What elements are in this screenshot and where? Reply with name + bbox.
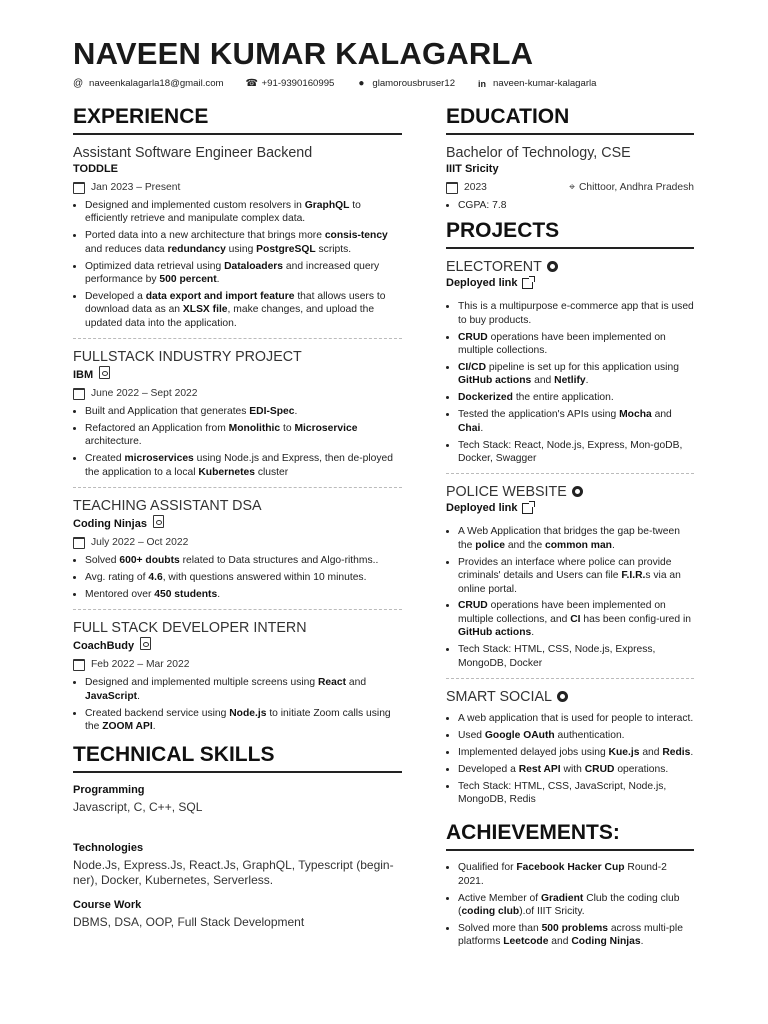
school: IIIT Sricity: [446, 163, 499, 175]
project-title: POLICE WEBSITE: [446, 483, 694, 501]
contact-text: naveenkalagarla18@gmail.com: [89, 78, 224, 89]
job-bullets: [73, 405, 402, 479]
skill-value: DBMS, DSA, OOP, Full Stack Development: [73, 914, 305, 929]
job-date: [73, 386, 402, 401]
date-text: July 2022 – Oct 2022: [91, 537, 189, 549]
project-entry: [446, 258, 694, 474]
bullet-item: • Designed and implemented multiple screens using React and JavaScript.: [85, 676, 402, 703]
calendar-icon: [73, 388, 85, 400]
github-icon: ●: [358, 78, 365, 89]
project-bullets: [446, 712, 694, 806]
divider: [446, 678, 694, 679]
calendar-icon: [73, 182, 85, 194]
contact-text: +91-9390160995: [261, 78, 335, 89]
job-title: FULLSTACK INDUSTRY PROJECT: [73, 349, 302, 366]
bullet-item: • Developed a Rest API with CRUD operations.: [458, 763, 694, 776]
experience-entry: [73, 619, 402, 733]
achievements-heading: ACHIEVEMENTS:: [446, 820, 694, 851]
education-year: 2023: [464, 182, 487, 193]
project-bullets: [446, 525, 694, 670]
bullet-item: • Mentored over 450 students.: [85, 588, 402, 601]
right-column: [446, 104, 694, 952]
bullet-item: • Optimized data retrieval using Dataloaders and increased query performance by 500 percent.: [85, 260, 402, 287]
skill-heading: Course Work: [73, 898, 142, 911]
divider: [73, 609, 402, 610]
education-bullets: [446, 199, 694, 212]
bullet-item: • CRUD operations have been implemented on multiple collections, and CI has been config-ured in GitHub actions.: [458, 599, 694, 639]
divider: [73, 487, 402, 488]
skills-heading: TECHNICAL SKILLS: [73, 742, 402, 773]
contact-text: glamorousbruser12: [372, 78, 456, 89]
bullet-item: • Created backend service using Node.js to initiate Zoom calls using the ZOOM API.: [85, 707, 402, 734]
github-icon[interactable]: [572, 486, 583, 497]
bullet-item: • Ported data into a new architecture that brings more consis-tency and reduces data redundancy using PostgreSQL scripts.: [85, 229, 402, 256]
deployed-link[interactable]: [446, 276, 694, 291]
at-icon: @: [73, 78, 84, 89]
deployed-link-label: Deployed link: [446, 502, 518, 515]
job-date: [73, 535, 402, 550]
education-section: [446, 104, 694, 212]
project-entry: [446, 483, 694, 679]
bullet-item: • Created microservices using Node.js and Express, then de-ployed the application to a local Kubernetes cluster: [85, 452, 402, 479]
project-entry: [446, 688, 694, 806]
experience-entry: [73, 348, 402, 488]
skill-value: Javascript, C, C++, SQL: [73, 799, 203, 814]
skill-heading: Programming: [73, 783, 145, 796]
bullet-item: • Tested the application's APIs using Mocha and Chai.: [458, 408, 694, 435]
bullet-item: • Active Member of Gradient Club the coding club (coding club).of IIIT Sricity.: [458, 892, 694, 919]
experience-list: [73, 144, 402, 734]
external-link-icon: [522, 278, 533, 289]
project-bullets: [446, 300, 694, 465]
skills-list: [73, 783, 402, 930]
projects-section: [446, 218, 694, 806]
job-bullets: [73, 199, 402, 330]
education-location: Chittoor, Andhra Pradesh: [578, 182, 694, 193]
job-title: TEACHING ASSISTANT DSA: [73, 498, 262, 515]
projects-heading: PROJECTS: [446, 218, 694, 249]
deployed-link[interactable]: [446, 501, 694, 516]
company-name: TODDLE: [73, 163, 119, 175]
calendar-icon: [73, 659, 85, 671]
job-bullets: [73, 554, 402, 601]
date-wrap: [73, 535, 188, 550]
calendar-icon: [73, 537, 85, 549]
education-meta: [446, 180, 694, 195]
pdf-icon[interactable]: [153, 515, 164, 528]
bullet-item: • Solved 600+ doubts related to Data structures and Algo-rithms..: [85, 554, 402, 567]
achievements-section: [446, 820, 694, 948]
company-name: CoachBudy: [73, 637, 402, 654]
bullet-item: • Implemented delayed jobs using Kue.js and Redis.: [458, 746, 694, 759]
divider: [446, 473, 694, 474]
job-date: [73, 657, 402, 672]
date-text: Feb 2022 – Mar 2022: [91, 659, 190, 671]
bullet-item: • Dockerized the entire application.: [458, 391, 694, 404]
bullet-item: • CGPA: 7.8: [458, 199, 694, 212]
external-link-icon: [522, 503, 533, 514]
deployed-link-label: Deployed link: [446, 277, 518, 290]
experience-heading: EXPERIENCE: [73, 104, 402, 135]
achievements-bullets: [446, 861, 694, 948]
pdf-icon[interactable]: [140, 637, 151, 650]
education-heading: EDUCATION: [446, 104, 694, 135]
candidate-name: NAVEEN KUMAR KALAGARLA: [73, 36, 534, 71]
bullet-item: • A web application that is used for people to interact.: [458, 712, 694, 725]
degree: Bachelor of Technology, CSE: [446, 145, 631, 161]
date-wrap: [73, 180, 180, 195]
projects-list: [446, 258, 694, 806]
date-wrap: [73, 386, 198, 401]
job-date: [73, 180, 402, 195]
experience-section: [73, 104, 402, 734]
pdf-icon[interactable]: [99, 366, 110, 379]
skills-section: [73, 742, 402, 930]
phone-icon: ☎: [245, 78, 259, 89]
date-wrap: [73, 657, 189, 672]
project-title: ELECTORENT: [446, 258, 694, 276]
linkedin-icon: in: [478, 78, 487, 89]
left-column: [73, 104, 402, 930]
contact-text: naveen-kumar-kalagarla: [493, 78, 597, 89]
location-pin-icon: ⌖: [569, 182, 575, 193]
bullet-item: • A Web Application that bridges the gap be-tween the police and the common man.: [458, 525, 694, 552]
project-title: SMART SOCIAL: [446, 688, 694, 706]
bullet-item: • Qualified for Facebook Hacker Cup Round-2 2021.: [458, 861, 694, 888]
bullet-item: • Built and Application that generates EDI-Spec.: [85, 405, 402, 418]
bullet-item: • Provides an interface where police can provide criminals' details and Users can file F.I.R.s via an online portal.: [458, 556, 694, 596]
job-bullets: [73, 676, 402, 733]
skill-value: Node.Js, Express.Js, React.Js, GraphQL, Typescript (begin-ner), Docker, Kubernetes, Serverless.: [73, 857, 394, 887]
calendar-icon: [446, 182, 458, 194]
company-name: IBM: [73, 366, 402, 383]
bullet-item: • Solved more than 500 problems across multi-ple platforms Leetcode and Coding Ninjas.: [458, 922, 694, 949]
bullet-item: • Refactored an Application from Monolithic to Microservice architecture.: [85, 422, 402, 449]
contact-bar: [73, 78, 597, 89]
contact-item[interactable]: [73, 78, 224, 89]
date-text: June 2022 – Sept 2022: [91, 388, 198, 400]
job-title: Assistant Software Engineer Backend: [73, 145, 313, 161]
bullet-item: • Tech Stack: React, Node.js, Express, Mon-goDB, Docker, Swagger: [458, 439, 694, 466]
date-text: Jan 2023 – Present: [91, 182, 181, 193]
contact-item[interactable]: [477, 78, 596, 89]
bullet-item: • Used Google OAuth authentication.: [458, 729, 694, 742]
job-title: FULL STACK DEVELOPER INTERN: [73, 620, 307, 637]
bullet-item: • Tech Stack: HTML, CSS, Node.js, Express, MongoDB, Docker: [458, 643, 694, 670]
contact-item[interactable]: [356, 78, 455, 89]
bullet-item: • Tech Stack: HTML, CSS, JavaScript, Node.js, MongoDB, Redis: [458, 780, 694, 807]
bullet-item: • CI/CD pipeline is set up for this application using GitHub actions and Netlify.: [458, 361, 694, 388]
contact-item[interactable]: [246, 78, 335, 89]
bullet-item: • This is a multipurpose e-commerce app that is used to buy products.: [458, 300, 694, 327]
experience-entry: [73, 144, 402, 339]
bullet-item: • Avg. rating of 4.6, with questions answered within 10 minutes.: [85, 571, 402, 584]
skill-heading: Technologies: [73, 841, 144, 854]
bullet-item: • Developed a data export and import feature that allows users to download data as an XLSX file, make changes, and upload the updated data into the application.: [85, 290, 402, 330]
bullet-item: • CRUD operations have been implemented on multiple collections.: [458, 331, 694, 358]
experience-entry: [73, 497, 402, 610]
bullet-item: • Designed and implemented custom resolvers in GraphQL to efficiently retrieve and manipulate complex data.: [85, 199, 402, 226]
github-icon[interactable]: [547, 261, 558, 272]
github-icon[interactable]: [557, 691, 568, 702]
company-name: Coding Ninjas: [73, 515, 402, 532]
divider: [73, 338, 402, 339]
